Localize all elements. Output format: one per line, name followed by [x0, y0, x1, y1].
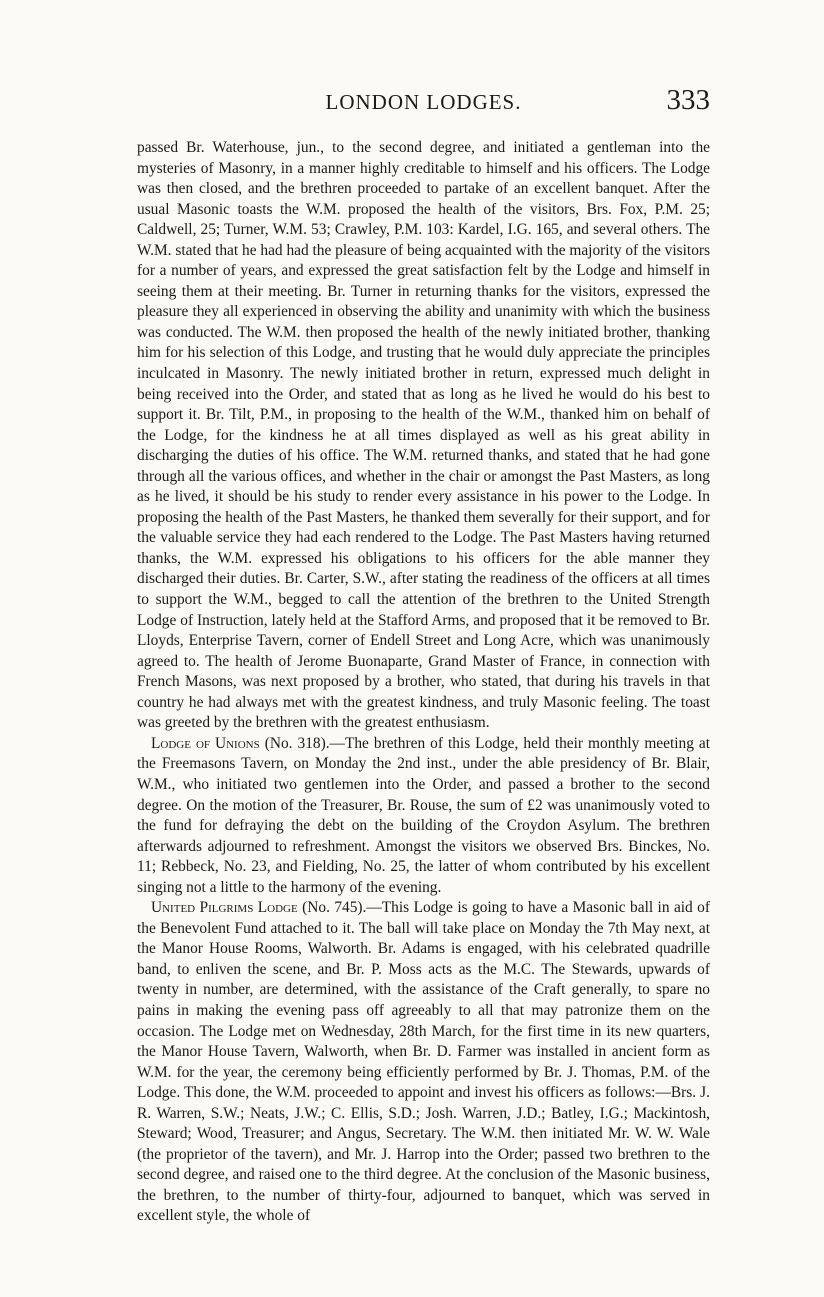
paragraph-lodge-of-unions — [137, 734, 710, 898]
running-head — [137, 84, 710, 124]
paragraph-text: (No. 318).—The brethren of this Lodge, held their monthly meeting at the Freemasons Tavern, on Monday the 2nd inst., under the able presidency of Br. Blair, W.M., who initiated two gentlemen into the Order, and passed a brother to the second degree. On the motion of the Treasurer, Br. Rouse, the sum of £2 was unanimously voted to the fund for defraying the debt on the building of the Croydon Asylum. The brethren afterwards adjourned to refreshment. Amongst the visitors we observed Brs. Binckes, No. 11; Rebbeck, No. 23, and Fielding, No. 25, the latter of whom contributed by his excellent singing not a little to the harmony of the evening. — [137, 734, 711, 896]
page-title: LONDON LODGES. — [325, 90, 522, 114]
paragraph-continued: passed Br. Waterhouse, jun., to the second degree, and initiated a gentleman into the mysteries of Masonry, in a manner highly creditable to himself and his officers. The Lodge was then closed, and the brethren proceeded to partake of an excellent banquet. After the usual Masonic toasts the W.M. proposed the health of the visitors, Brs. Fox, P.M. 25; Caldwell, 25; Turner, W.M. 53; Crawley, P.M. 103: Kardel, I.G. 165, and several others. The W.M. stated that he had had the pleasure of being acquainted with the majority of the visitors for a number of years, and expressed the great satisfaction felt by the Lodge and himself in seeing them at their meeting. Br. Turner in returning thanks for the visitors, expressed the pleasure they all experienced in observing the ability and unanimity with which the business was conducted. The W.M. then proposed the health of the newly initiated brother, thanking him for his selection of this Lodge, and trusting that he would duly appreciate the principles inculcated in Masonry. The newly initiated brother in return, expressed much delight in being received into the Order, and stated that as long as he lived he would do his best to support it. Br. Tilt, P.M., in proposing to the health of the W.M., thanked him on behalf of the Lodge, for the kindness he at all times displayed as well as his great ability in discharging the duties of his office. The W.M. returned thanks, and stated that he had gone through all the various offices, and whether in the chair or amongst the Past Masters, as long as he lived, it should be his study to render every assistance in his power to the Lodge. In proposing the health of the Past Masters, he thanked them severally for their support, and for the valuable service they had each rendered to the Lodge. The Past Masters having returned thanks, the W.M. expressed his obligations to his officers for the able manner they discharged their duties. Br. Carter, S.W., after stating the readiness of the officers at all times to support the W.M., begged to call the attention of the brethren to the United Strength Lodge of Instruction, lately held at the Stafford Arms, and proposed that it be removed to Br. Lloyds, Enterprise Tavern, corner of Endell Street and Long Acre, which was unanimously agreed to. The health of Jerome Buonaparte, Grand Master of France, in connection with French Masons, was next proposed by a brother, who stated, that during his travels in that country he had always met with the greatest kindness, and truly Masonic feeling. The toast was greeted by the brethren with the greatest enthusiasm. — [137, 139, 711, 732]
lodge-heading: United Pilgrims Lodge — [151, 899, 298, 917]
paragraph-united-pilgrims — [137, 898, 710, 1227]
paragraph-text: (No. 745).—This Lodge is going to have a Masonic ball in aid of the Benevolent Fund attached to it. The ball will take place on Monday the 7th May next, at the Manor House Rooms, Walworth. Br. Adams is engaged, with his celebrated quadrille band, to enliven the scene, and Br. P. Moss acts as the M.C. The Stewards, upwards of twenty in number, are determined, with the assistance of the Craft generally, to spare no pains in making the evening pass off agreeably to all that may patronize them on the occasion. The Lodge met on Wednesday, 28th March, for the first time in its new quarters, the Manor House Tavern, Walworth, when Br. D. Farmer was installed in ancient form as W.M. for the year, the ceremony being efficiently performed by Br. J. Thomas, P.M. of the Lodge. This done, the W.M. proceeded to appoint and invest his officers as follows:—Brs. J. R. Warren, S.W.; Neats, J.W.; C. Ellis, S.D.; Josh. Warren, J.D.; Batley, I.G.; Mackintosh, Steward; Wood, Treasurer; and Angus, Secretary. The W.M. then initiated Mr. W. W. Wale (the proprietor of the tavern), and Mr. J. Harrop into the Order; passed two brethren to the second degree, and raised one to the third degree. At the conclusion of the Masonic business, the brethren, to the number of thirty-four, adjourned to banquet, which was served in excellent style, the whole of — [137, 899, 710, 1225]
body-text — [137, 138, 710, 1227]
lodge-heading: Lodge of Unions — [151, 734, 260, 752]
page-number: 333 — [666, 84, 710, 116]
